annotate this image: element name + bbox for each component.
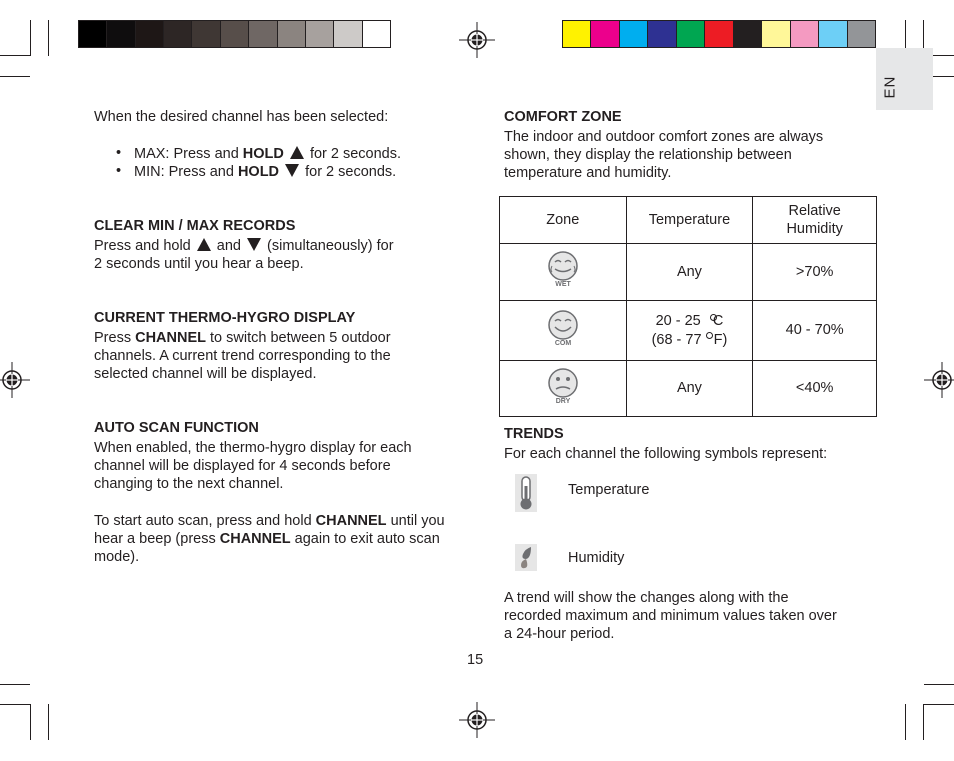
trend-humidity-label: Humidity <box>568 550 625 566</box>
color-swatch <box>705 21 733 47</box>
registration-mark-icon <box>924 362 954 398</box>
color-swatch <box>734 21 762 47</box>
color-swatch <box>221 21 249 47</box>
crop-mark <box>48 704 49 740</box>
color-swatch <box>278 21 306 47</box>
auto-scan-heading: AUTO SCAN FUNCTION <box>94 420 259 436</box>
trend-description-1: A trend will show the changes along with the <box>504 590 789 606</box>
down-arrow-icon <box>247 238 261 251</box>
column-header: Temperature <box>626 197 753 244</box>
temperature-cell: 20 - 25 C (68 - 77 F) <box>626 301 753 361</box>
thermo-hygro-text: Press CHANNEL to switch between 5 outdoor <box>94 330 391 346</box>
column-header: Zone <box>500 197 627 244</box>
zone-cell <box>500 301 627 361</box>
degree-symbol <box>706 332 713 339</box>
crop-mark <box>0 684 30 685</box>
temperature-cell: Any <box>626 361 753 417</box>
crop-mark <box>924 684 954 685</box>
color-swatch <box>762 21 790 47</box>
max-instruction: MAX: Press and HOLD for 2 seconds. <box>134 146 402 162</box>
humidity-cell: <40% <box>753 361 877 417</box>
svg-text:WET: WET <box>555 281 571 289</box>
color-swatch <box>791 21 819 47</box>
comfort-face-icon <box>543 308 583 348</box>
registration-mark-icon <box>459 702 495 738</box>
color-swatch <box>334 21 362 47</box>
thermo-hygro-heading: CURRENT THERMO-HYGRO DISPLAY <box>94 310 356 326</box>
comfort-zone-text-1: The indoor and outdoor comfort zones are always <box>504 129 824 145</box>
up-arrow-icon <box>197 238 211 251</box>
comfort-zone-heading: COMFORT ZONE <box>504 109 622 125</box>
svg-text:DRY: DRY <box>555 397 571 405</box>
table-row <box>500 301 877 361</box>
svg-text:COM: COM <box>554 339 571 347</box>
thermo-hygro-text-3: selected channel will be displayed. <box>94 366 317 382</box>
zone-cell <box>500 361 627 417</box>
humidity-drops-icon <box>515 544 537 571</box>
trends-text: For each channel the following symbols represent: <box>504 446 828 462</box>
down-arrow-icon <box>285 164 299 177</box>
auto-scan-text-1: When enabled, the thermo-hygro display for each <box>94 440 412 456</box>
intro-text: When the desired channel has been selected: <box>94 109 389 125</box>
auto-scan-text-3: changing to the next channel. <box>94 476 284 492</box>
color-swatch <box>306 21 334 47</box>
color-calibration-bar <box>562 20 876 48</box>
min-instruction: MIN: Press and HOLD for 2 seconds. <box>134 164 397 180</box>
column-header: Relative Humidity <box>753 197 877 244</box>
comfort-zone-text-2: shown, they display the relationship between <box>504 147 792 163</box>
crop-mark <box>30 20 31 56</box>
dry-face-icon <box>543 366 583 406</box>
color-swatch <box>620 21 648 47</box>
registration-mark-icon <box>459 22 495 58</box>
clear-records-text: Press and hold and (simultaneously) for <box>94 238 394 254</box>
thermometer-icon <box>515 474 537 512</box>
page-number: 15 <box>467 652 484 668</box>
start-scan-text-2: hear a beep (press CHANNEL again to exit auto scan <box>94 531 440 547</box>
table-header-row <box>500 197 877 244</box>
table-row <box>500 244 877 301</box>
humidity-cell: 40 - 70% <box>753 301 877 361</box>
comfort-zone-text-3: temperature and humidity. <box>504 165 672 181</box>
start-scan-text-3: mode). <box>94 549 140 565</box>
color-swatch <box>107 21 135 47</box>
crop-mark <box>0 704 30 705</box>
color-swatch <box>249 21 277 47</box>
gray-calibration-bar <box>78 20 391 48</box>
clear-records-heading: CLEAR MIN / MAX RECORDS <box>94 218 296 234</box>
humidity-cell: >70% <box>753 244 877 301</box>
crop-mark <box>0 55 30 56</box>
crop-mark <box>923 704 924 740</box>
bullet: • <box>116 145 122 161</box>
clear-records-text-2: 2 seconds until you hear a beep. <box>94 256 304 272</box>
color-swatch <box>136 21 164 47</box>
trend-description-3: a 24-hour period. <box>504 626 615 642</box>
trend-description-2: recorded maximum and minimum values taken over <box>504 608 837 624</box>
comfort-zone-table <box>499 196 877 417</box>
color-swatch <box>819 21 847 47</box>
temperature-cell: Any <box>626 244 753 301</box>
color-swatch <box>363 21 390 47</box>
color-swatch <box>648 21 676 47</box>
registration-mark-icon <box>0 362 30 398</box>
trends-heading: TRENDS <box>504 426 564 442</box>
crop-mark <box>48 20 49 56</box>
crop-mark <box>30 704 31 740</box>
thermo-hygro-text-2: channels. A current trend corresponding to the <box>94 348 391 364</box>
crop-mark <box>905 704 906 740</box>
color-swatch <box>192 21 220 47</box>
auto-scan-text-2: channel will be displayed for 4 seconds before <box>94 458 391 474</box>
crop-mark <box>924 704 954 705</box>
color-swatch <box>591 21 619 47</box>
bullet: • <box>116 163 122 179</box>
start-scan-text: To start auto scan, press and hold CHANNEL until you <box>94 513 445 529</box>
color-swatch <box>677 21 705 47</box>
up-arrow-icon <box>290 146 304 159</box>
trend-temperature-label: Temperature <box>568 482 650 498</box>
degree-symbol <box>710 314 717 321</box>
table-row <box>500 361 877 417</box>
wet-face-icon <box>543 249 583 289</box>
language-label: EN <box>881 75 899 99</box>
color-swatch <box>563 21 591 47</box>
zone-cell <box>500 244 627 301</box>
color-swatch <box>79 21 107 47</box>
color-swatch <box>848 21 875 47</box>
color-swatch <box>164 21 192 47</box>
crop-mark <box>0 76 30 77</box>
